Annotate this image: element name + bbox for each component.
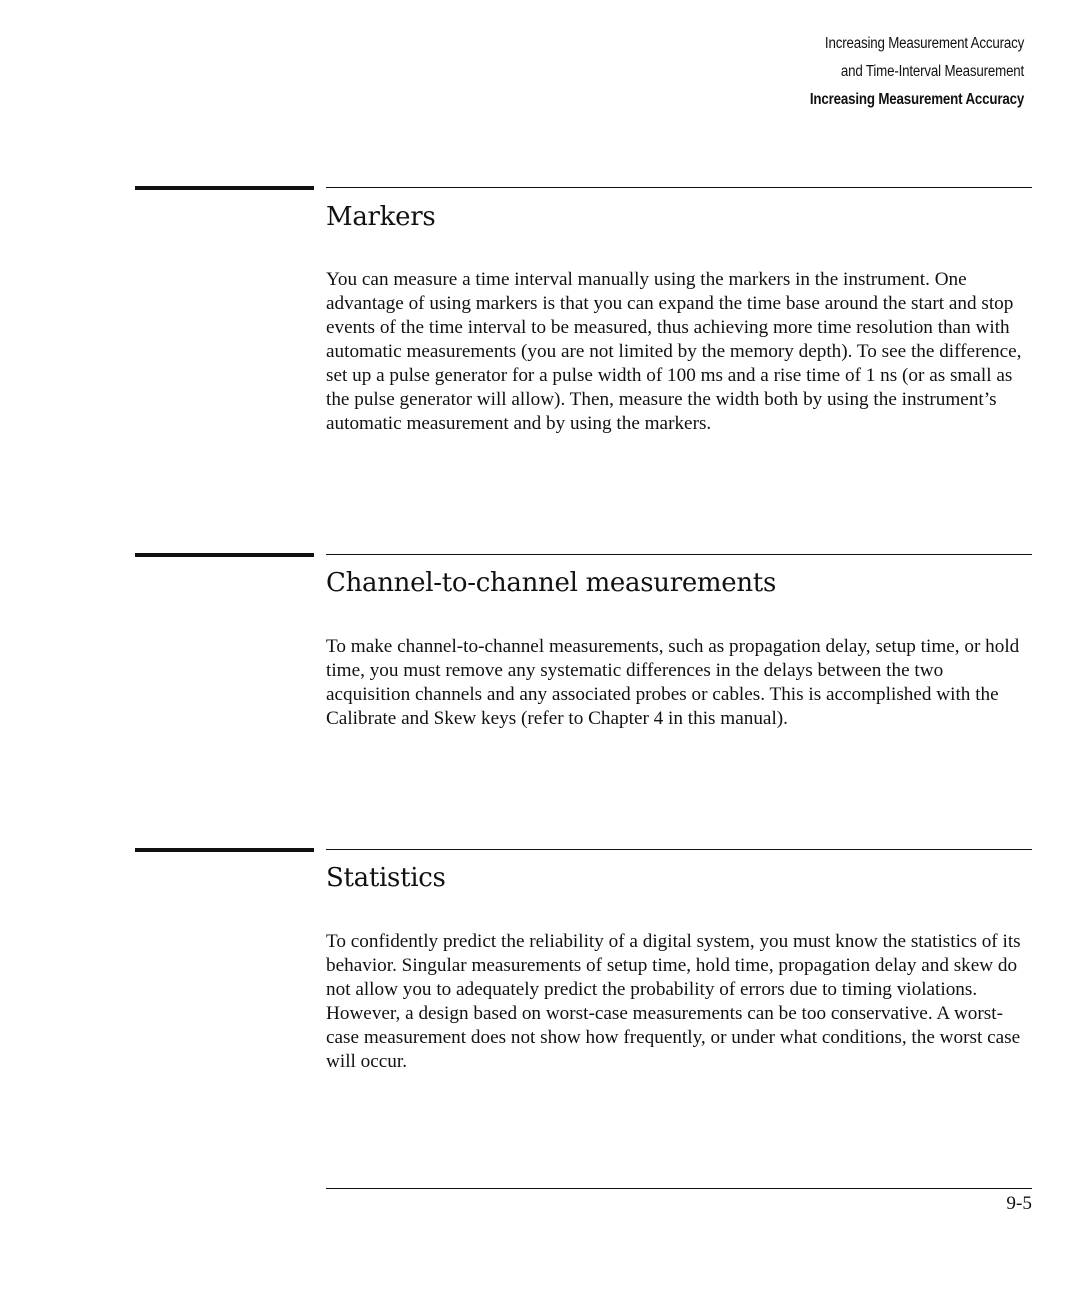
footer-rule: [326, 1188, 1032, 1189]
section-title: Channel-to-channel measurements: [326, 568, 776, 598]
section-thin-rule: [326, 849, 1032, 850]
section-body: You can measure a time interval manually using the markers in the instrument. One advantage of using markers is that you can expand the time base around the start and stop events of the time interval to be measured, thus achieving more time resolution than with automatic measurements (you are not limited by the memory depth). To see the difference, set up a pulse generator for a pulse width of 100 ms and a rise time of 1 ns (or as small as the pulse generator will allow). Then, measure the width both by using the instrument’s automatic measurement and by using the markers.: [326, 269, 1022, 434]
section-thick-rule: [135, 186, 314, 190]
section-body: To make channel-to-channel measurements, such as propagation delay, setup time, or hold time, you must remove any systematic differences in the delays between the two acquisition channels and any associated probes or cables. This is accomplished with the Calibrate and Skew keys (refer to Chapter 4 in this manual).: [326, 636, 1020, 729]
section-thick-rule: [135, 553, 314, 557]
header-section-title: Increasing Measurement Accuracy: [809, 91, 1024, 108]
section-thin-rule: [326, 187, 1032, 188]
section-title: Statistics: [326, 863, 446, 893]
running-header: [810, 30, 1024, 114]
section-body: To confidently predict the reliability of a digital system, you must know the statistics of its behavior. Singular measurements of setup time, hold time, propagation delay and skew do not allow you to adequately predict the probability of errors due to timing violations. However, a design based on worst-case measurements can be too conservative. A worst-case measurement does not show how frequently, or under what conditions, the worst case will occur.: [326, 931, 1021, 1072]
section-thick-rule: [135, 848, 314, 852]
section-thin-rule: [326, 554, 1032, 555]
header-chapter-line-2: and Time-Interval Measurement: [840, 63, 1024, 80]
header-chapter-line-1: Increasing Measurement Accuracy: [824, 35, 1024, 52]
section-title: Markers: [326, 202, 436, 232]
page-number: 9-5: [1006, 1193, 1032, 1214]
